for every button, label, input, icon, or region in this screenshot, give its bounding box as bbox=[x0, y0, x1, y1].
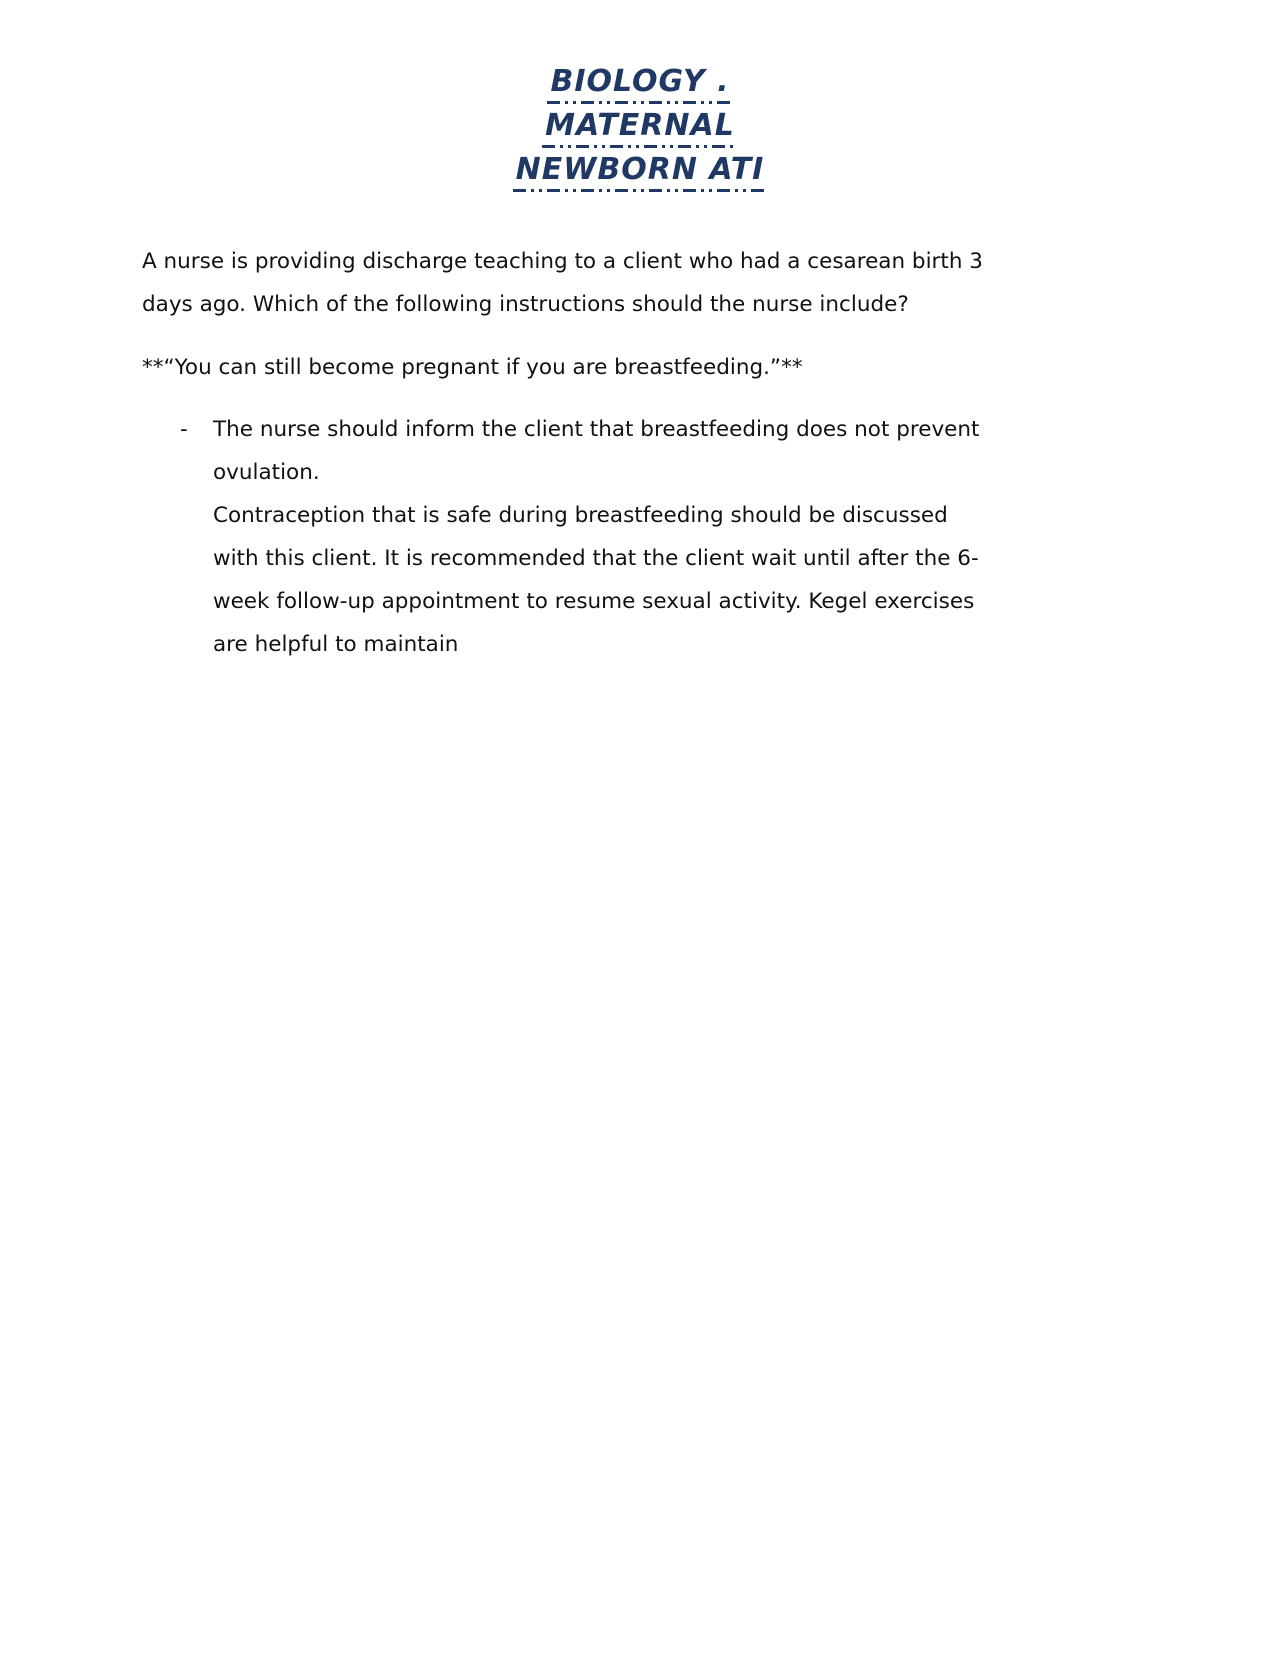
document-body bbox=[0, 240, 1280, 666]
answer-paragraph bbox=[142, 346, 1280, 389]
rationale-line-3: Contraception that is safe during breastfeeding should be discussed bbox=[213, 503, 948, 528]
document-title bbox=[0, 0, 1280, 194]
rationale-line-6: are helpful to maintain bbox=[213, 632, 459, 657]
rationale-line-5: week follow-up appointment to resume sexual activity. Kegel exercises bbox=[213, 589, 975, 614]
rationale-list-item bbox=[180, 408, 1280, 666]
question-line-1: A nurse is providing discharge teaching to a client who had a cesarean birth 3 bbox=[142, 249, 983, 274]
answer-line: **“You can still become pregnant if you are breastfeeding.”** bbox=[142, 355, 803, 380]
title-line-3-text: NEWBORN ATI bbox=[516, 150, 765, 194]
rationale-text bbox=[213, 408, 1280, 666]
title-line-2-text: MATERNAL bbox=[545, 106, 735, 150]
question-line-2: days ago. Which of the following instructions should the nurse include? bbox=[142, 292, 909, 317]
question-paragraph bbox=[142, 240, 1280, 326]
title-line-1-text: BIOLOGY . bbox=[550, 62, 729, 106]
rationale-line-4: with this client. It is recommended that the client wait until after the 6- bbox=[213, 546, 979, 571]
rationale-line-1: The nurse should inform the client that breastfeeding does not prevent bbox=[213, 417, 980, 442]
title-line-3 bbox=[0, 150, 1280, 194]
rationale-line-2: ovulation. bbox=[213, 460, 320, 485]
title-line-2 bbox=[0, 106, 1280, 150]
list-dash-marker: - bbox=[180, 417, 188, 442]
title-line-1 bbox=[0, 62, 1280, 106]
